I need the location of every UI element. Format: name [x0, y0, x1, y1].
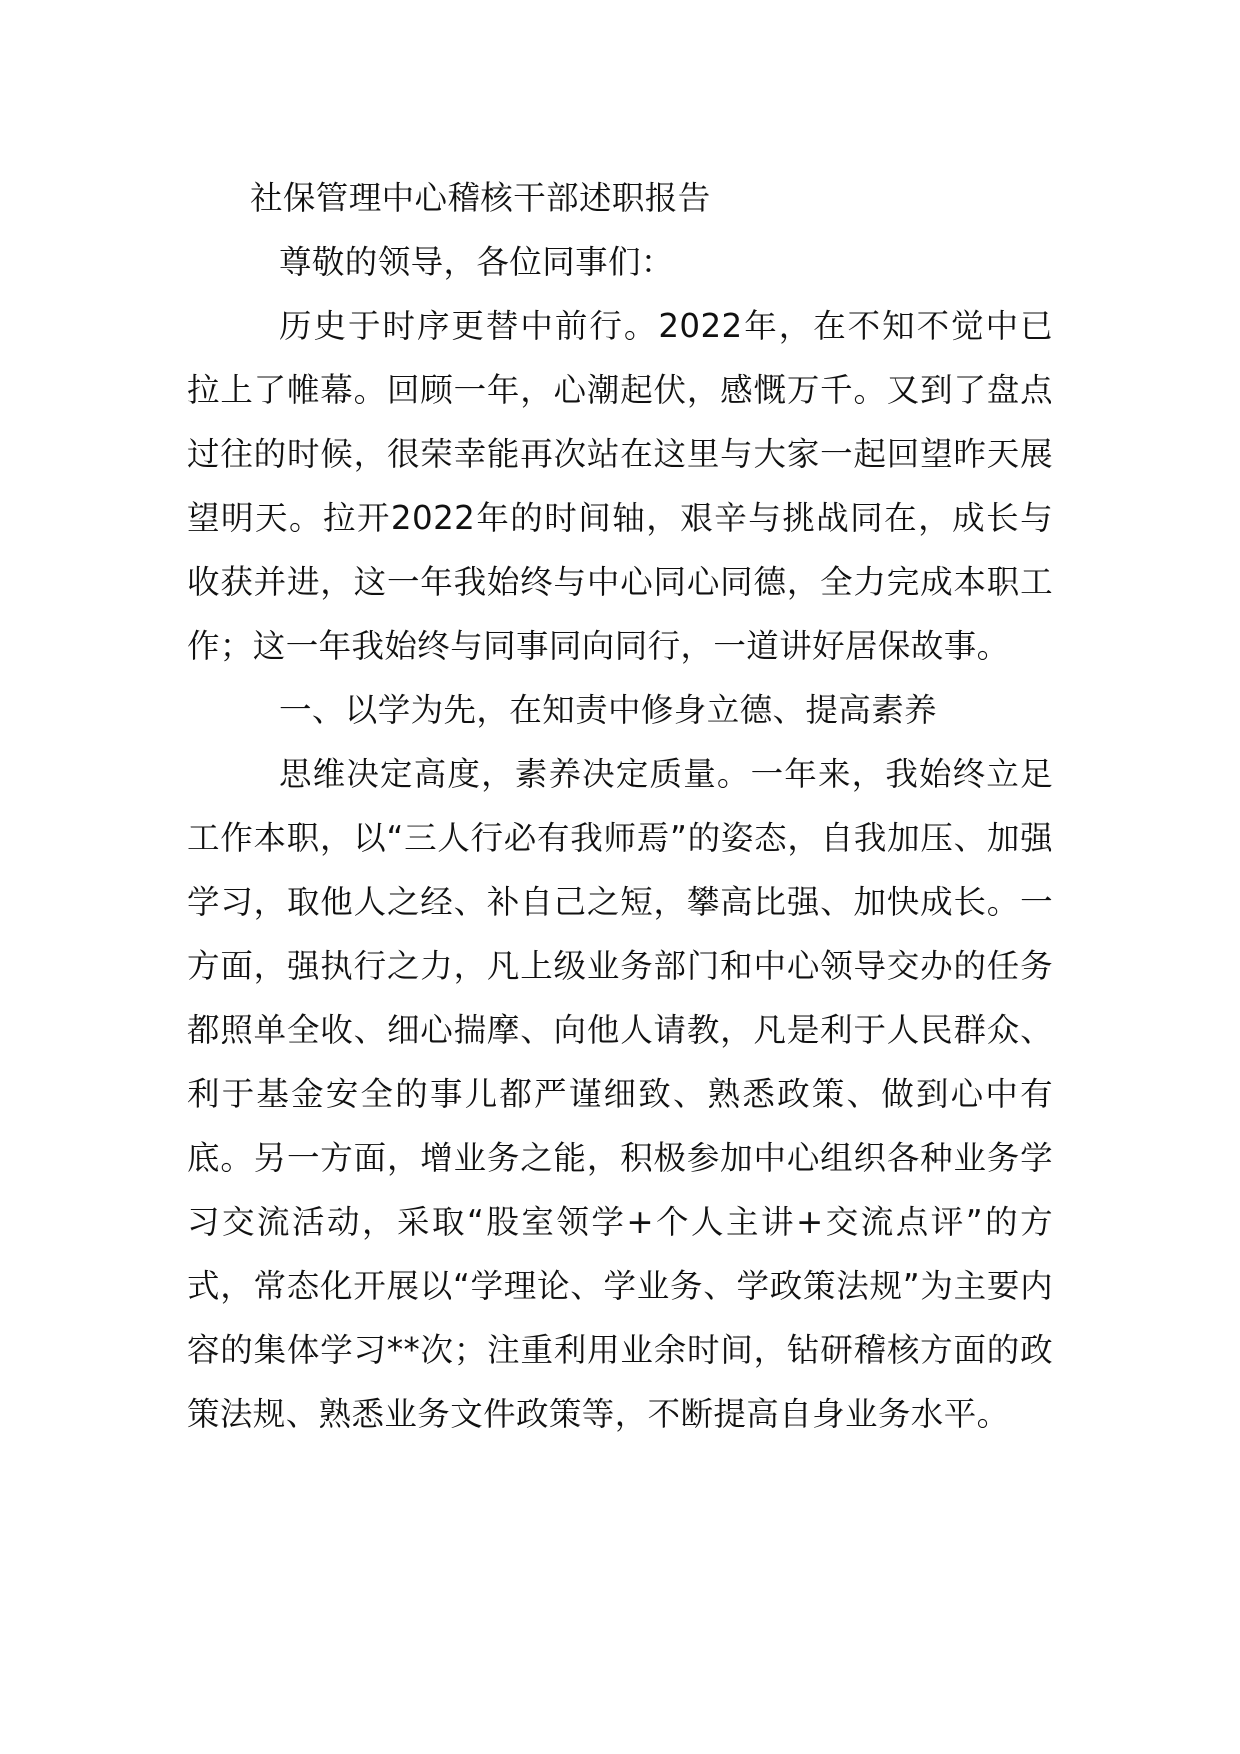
section-paragraph: 思维决定高度，素养决定质量。一年来，我始终立足工作本职，以“三人行必有我师焉”的姿态，自我加压、加强学习，取他人之经、补自己之短，攀高比强、加快成长。一方面，强执行之力，凡上级业务部门和中心领导交办的任务都照单全收、细心揣摩、向他人请教，凡是利于人民群众、利于基金安全的事儿都严谨细致、熟悉政策、做到心中有底。另一方面，增业务之能，积极参加中心组织各种业务学习交流活动，采取“股室领学+个人主讲+交流点评”的方式，常态化开展以“学理论、学业务、学政策法规”为主要内容的集体学习**次；注重利用业余时间，钻研稽核方面的政策法规、熟悉业务文件政策等，不断提高自身业务水平。: [187, 755, 1053, 1433]
section-heading: 一、以学为先，在知责中修身立德、提高素养: [279, 691, 938, 729]
intro-paragraph: 历史于时序更替中前行。2022年，在不知不觉中已拉上了帷幕。回顾一年，心潮起伏，感慨万千。又到了盘点过往的时候，很荣幸能再次站在这里与大家一起回望昨天展望明天。拉开2022年的时间轴，艰辛与挑战同在，成长与收获并进，这一年我始终与中心同心同德，全力完成本职工作；这一年我始终与同事同向同行，一道讲好居保故事。: [187, 307, 1053, 665]
salutation: 尊敬的领导，各位同事们：: [279, 243, 674, 281]
document-body: [187, 166, 1053, 1446]
document-title: 社保管理中心稽核干部述职报告: [250, 179, 711, 217]
